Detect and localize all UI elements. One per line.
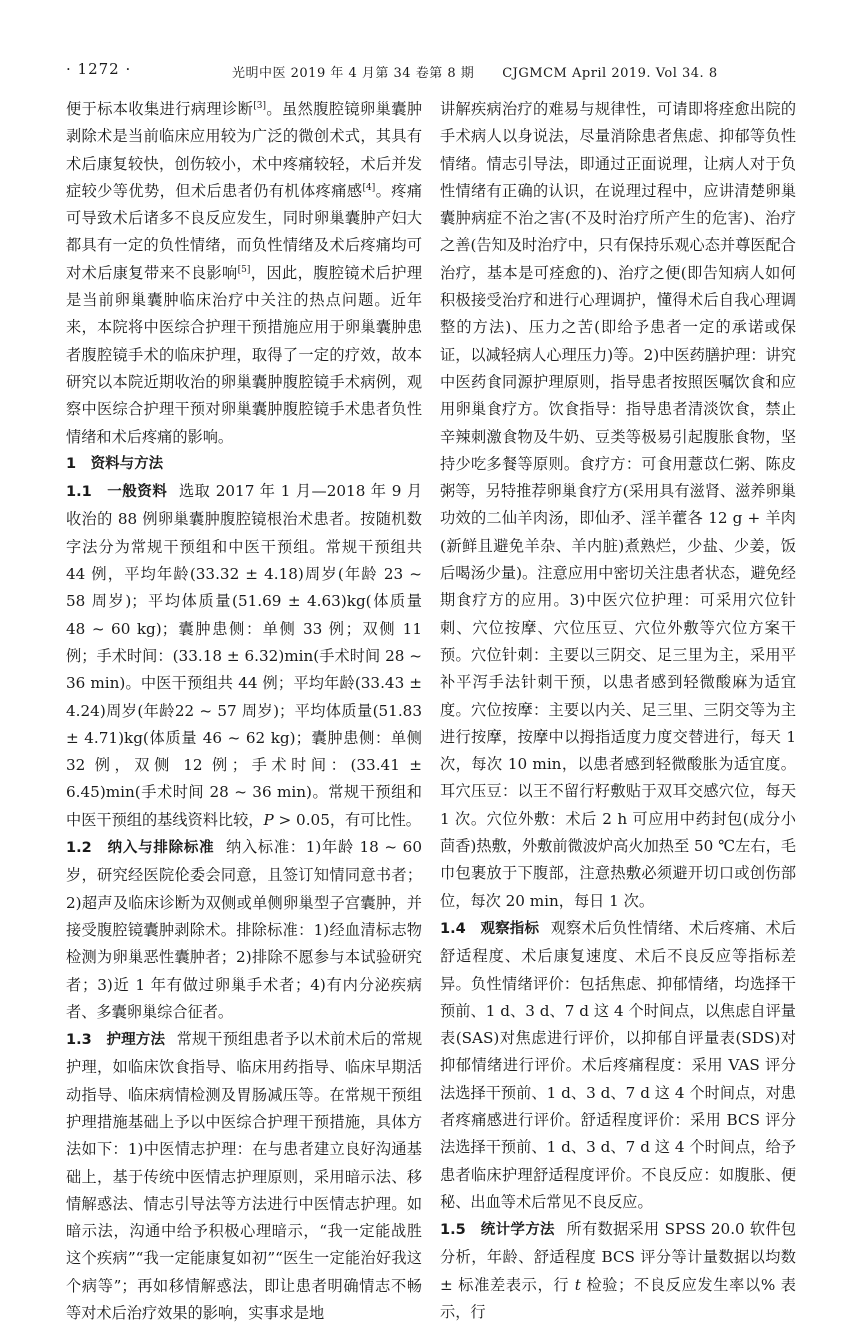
left-column — [66, 96, 422, 1327]
section-1-1: 1.1 一般资料 选取 2017 年 1 月—2018 年 9 月收治的 88 例卵巢囊肿腹腔镜根治术患者。按随机数字法分为常规干预组和中医干预组。常规干预组共 44 例，平均年龄(33.32 ± 4.18)周岁(年龄 23 ~ 58 周岁)；平均体质量(51.69 ± 4.63)kg(体质量 48 ~ 60 kg)；囊肿患侧：单侧 33 例；双侧 11 例；手术时间：(33.18 ± 6.32)min(手术时间 28 ~ 36 min)。中医干预组共 44 例；平均年龄(33.43 ± 4.24)周岁(年龄22 ~ 57 周岁)；平均体质量(51.83 ± 4.71)kg(体质量 46 ~ 62 kg)；囊肿患侧：单侧 32 例，双侧 12 例；手术时间：(33.41 ± 6.45)min(手术时间 28 ~ 36 min)。常规干预组和中医干预组的基线资料比较，P > 0.05，有可比性。 — [66, 482, 423, 829]
section-1-3-heading: 1.3 护理方法 — [66, 1032, 166, 1049]
right-column — [440, 96, 796, 1326]
section-1-2: 1.2 纳入与排除标准 纳入标准：1)年龄 18 ~ 60 岁，研究经医院伦委会同意，且签订知情同意书者；2)超声及临床诊断为双侧或单侧卵巢型子宫囊肿，并接受腹腔镜囊肿剥除术。排除标准：1)经血清标志物检测为卵巢恶性囊肿者；2)排除不愿参与本试验研究者；3)近 1 年有做过卵巢手术者；4)有内分泌疾病者、多囊卵巢综合征者。 — [66, 838, 422, 1021]
page-number: · 1272 · — [66, 60, 132, 78]
page-header — [0, 0, 860, 80]
section-1-5: 1.5 统计学方法 所有数据采用 SPSS 20.0 软件包分析，年龄、舒适程度 BCS 评分等计量数据以均数 ± 标准差表示，行 t 检验；不良反应发生率以% 表示，行 — [440, 1220, 797, 1322]
section-1-3-continued: 讲解疾病治疗的难易与规律性，可请即将痊愈出院的手术病人以身说法，尽量消除患者焦虑、抑郁等负性情绪。情志引导法，即通过正面说理，让病人对于负性情绪有正确的认识，在说理过程中，应讲清楚卵巢囊肿病症不治之害(不及时治疗所产生的危害)、治疗之善(告知及时治疗中，只有保持乐观心态并尊医配合治疗，基本是可痊愈的)、治疗之便(即告知病人如何积极接受治疗和进行心理调护，懂得术后自我心理调整的方法)、压力之苦(即给予患者一定的承诺或保证，以减轻病人心理压力)等。2)中医药膳护理：讲究中医药食同源护理原则，指导患者按照医嘱饮食和应用卵巢食疗方。饮食指导：指导患者清淡饮食，禁止辛辣刺激食物及牛奶、豆类等极易引起腹胀食物，坚持少吃多餐等原则。食疗方：可食用薏苡仁粥、陈皮粥等，另特推荐卵巢食疗方(采用具有滋肾、滋养卵巢功效的二仙羊肉汤，即仙矛、淫羊藿各 12 g + 羊肉(新鲜且避免羊杂、羊内脏)煮熟烂，少盐、少姜，饭后喝汤少量)。注意应用中密切关注患者状态，避免经期食疗方的应用。3)中医穴位护理：可采用穴位针刺、穴位按摩、穴位压豆、穴位外敷等穴位方案干预。穴位针刺：主要以三阴交、足三里为主，采用平补平泻手法针刺干预，以患者感到轻微酸麻为适宜度。穴位按摩：主要以内关、足三里、三阴交等为主进行按摩，按摩中以拇指适度力度交替进行，每天 1 次，每次 10 min，以患者感到轻微酸胀为适宜度。耳穴压豆：以王不留行籽敷贴于双耳交感穴位，每天 1 次。穴位外敷：术后 2 h 可应用中药封包(成分小茴香)热敷，外敷前微波炉高火加热至 50 ℃左右，毛巾包裹放于下腹部，注意热敷必须避开切口或创伤部位，每次 20 min，每日 1 次。 — [440, 100, 796, 910]
section-1-1-heading: 1.1 一般资料 — [66, 484, 168, 501]
intro-paragraph: 便于标本收集进行病理诊断[3]。虽然腹腔镜卵巢囊肿剥除术是当前临床应用较为广泛的微创术式，其具有术后康复较快，创伤较小，术中疼痛较轻，术后并发症较少等优势，但术后患者仍有机体疼痛感[4]。疼痛可导致术后诸多不良反应发生，同时卵巢囊肿产妇大都具有一定的负性情绪，而负性情绪及术后疼痛均可对术后康复带来不良影响[5]，因此，腹腔镜术后护理是当前卵巢囊肿临床治疗中关注的热点问题。近年来，本院将中医综合护理干预措施应用于卵巢囊肿患者腹腔镜手术的临床护理，取得了一定的疗效，故本研究以本院近期收治的卵巢囊肿腹腔镜手术病例，观察中医综合护理干预对卵巢囊肿腹腔镜手术患者负性情绪和术后疼痛的影响。 — [66, 100, 423, 446]
running-header — [232, 62, 718, 81]
section-1-4-heading: 1.4 观察指标 — [440, 920, 540, 937]
section-1-4: 1.4 观察指标 观察术后负性情绪、术后疼痛、术后舒适程度、术后康复速度、术后不良反应等指标差异。负性情绪评价：包括焦虑、抑郁情绪，均选择干预前、1 d、3 d、7 d 这 4 个时间点，以焦虑自评量表(SAS)对焦虑进行评价，以抑郁自评量表(SDS)对抑郁情绪进行评价。术后疼痛程度：采用 VAS 评分法选择干预前、1 d、3 d、7 d 这 4 个时间点，对患者疼痛感进行评价。舒适程度评价：采用 BCS 评分法选择干预前、1 d、3 d、7 d 这 4 个时间点，给予患者临床护理舒适程度评价。不良反应：如腹胀、便秘、出血等术后常见不良反应。 — [440, 918, 797, 1211]
journal-title-en: CJGMCM April 2019. Vol 34. 8 — [502, 66, 718, 81]
section-1-5-heading: 1.5 统计学方法 — [440, 1222, 555, 1239]
journal-title-cn: 光明中医 2019 年 4 月第 34 卷第 8 期 — [232, 66, 475, 81]
section-1-heading: 1 资料与方法 — [66, 455, 164, 472]
section-1-3: 1.3 护理方法 常规干预组患者予以术前术后的常规护理，如临床饮食指导、临床用药指导、临床早期活动指导、临床病情检测及胃肠减压等。在常规干预组护理措施基础上予以中医综合护理干预措施，具体方法如下：1)中医情志护理：在与患者建立良好沟通基础上，基于传统中医情志护理原则，采用暗示法、移情解惑法、情志引导法等方法进行中医情志护理。如暗示法，沟通中给予积极心理暗示，“我一定能战胜这个疾病”“我一定能康复如初”“医生一定能治好我这个病等”；再如移情解惑法，即让患者明确情志不畅等对术后治疗效果的影响，实事求是地 — [66, 1030, 423, 1323]
citation-3: [3] — [253, 101, 266, 111]
citation-4: [4] — [362, 182, 376, 193]
section-1-2-heading: 1.2 纳入与排除标准 — [66, 840, 215, 857]
citation-5: [5] — [237, 264, 251, 275]
